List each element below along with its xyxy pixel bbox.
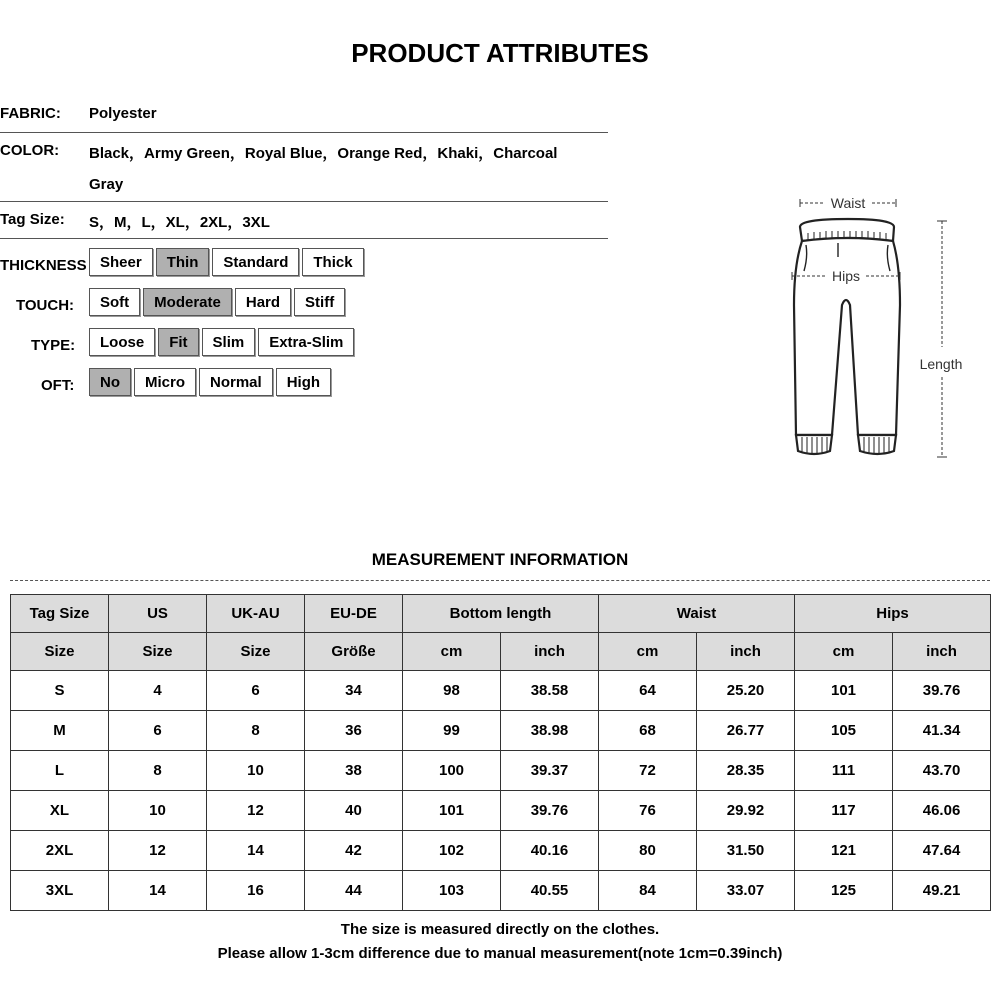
table-cell: 125	[795, 871, 893, 911]
divider	[0, 238, 608, 239]
thickness-options	[89, 248, 364, 276]
tag-size-label: Tag Size:	[0, 211, 65, 228]
table-cell: 38.98	[501, 711, 599, 751]
table-row	[11, 871, 991, 911]
table-cell: 84	[599, 871, 697, 911]
table-cell: 14	[109, 871, 207, 911]
type-option-fit: Fit	[158, 328, 198, 356]
touch-option-hard: Hard	[235, 288, 291, 316]
tag-size-value: S，M，L，XL，2XL，3XL	[89, 214, 270, 231]
table-cell: 46.06	[893, 791, 991, 831]
thickness-option-thick: Thick	[302, 248, 363, 276]
table-cell: 98	[403, 671, 501, 711]
table-cell: 2XL	[11, 831, 109, 871]
table-cell: 64	[599, 671, 697, 711]
table-cell: 4	[109, 671, 207, 711]
table-cell: 31.50	[697, 831, 795, 871]
table-cell: 39.37	[501, 751, 599, 791]
header-cell: inch	[893, 633, 991, 671]
color-label: COLOR:	[0, 142, 60, 159]
table-cell: 29.92	[697, 791, 795, 831]
table-cell: 8	[207, 711, 305, 751]
table-cell: S	[11, 671, 109, 711]
header-cell: inch	[501, 633, 599, 671]
table-cell: 10	[109, 791, 207, 831]
pants-diagram	[780, 195, 980, 465]
type-option-loose: Loose	[89, 328, 155, 356]
table-row	[11, 711, 991, 751]
touch-option-moderate: Moderate	[143, 288, 232, 316]
table-cell: 14	[207, 831, 305, 871]
table-cell: 49.21	[893, 871, 991, 911]
table-cell: 10	[207, 751, 305, 791]
thickness-option-standard: Standard	[212, 248, 299, 276]
table-cell: 26.77	[697, 711, 795, 751]
table-cell: 117	[795, 791, 893, 831]
header-cell: cm	[795, 633, 893, 671]
header-cell: UK-AU	[207, 595, 305, 633]
table-cell: 40	[305, 791, 403, 831]
color-value-line1: Black，Army Green，Royal Blue，Orange Red，Khaki，Charcoal	[89, 145, 558, 162]
thickness-option-thin: Thin	[156, 248, 210, 276]
header-cell: Size	[11, 633, 109, 671]
table-cell: 6	[207, 671, 305, 711]
table-cell: 25.20	[697, 671, 795, 711]
divider	[0, 201, 608, 202]
table-cell: 33.07	[697, 871, 795, 911]
table-cell: 3XL	[11, 871, 109, 911]
oft-label: OFT:	[41, 377, 75, 394]
measurement-body	[11, 671, 991, 911]
measurement-title: MEASUREMENT INFORMATION	[371, 550, 629, 569]
table-cell: 43.70	[893, 751, 991, 791]
table-cell: 12	[109, 831, 207, 871]
type-label: TYPE:	[31, 337, 76, 354]
table-cell: 40.16	[501, 831, 599, 871]
table-cell: 102	[403, 831, 501, 871]
thickness-option-sheer: Sheer	[89, 248, 153, 276]
table-cell: 103	[403, 871, 501, 911]
header-cell: inch	[697, 633, 795, 671]
color-value-line2: Gray	[89, 176, 124, 193]
note-line-1: The size is measured directly on the clothes.	[340, 921, 660, 938]
fabric-label: FABRIC:	[0, 105, 61, 122]
table-cell: 101	[403, 791, 501, 831]
table-cell: 76	[599, 791, 697, 831]
header-row-2	[11, 633, 991, 671]
table-cell: 42	[305, 831, 403, 871]
table-cell: 6	[109, 711, 207, 751]
measurement-table	[10, 594, 991, 911]
table-row	[11, 751, 991, 791]
header-cell: cm	[599, 633, 697, 671]
waist-label: Waist	[830, 195, 866, 211]
table-cell: 105	[795, 711, 893, 751]
length-label: Length	[919, 356, 963, 372]
table-row	[11, 671, 991, 711]
oft-option-micro: Micro	[134, 368, 196, 396]
table-cell: 16	[207, 871, 305, 911]
table-row	[11, 791, 991, 831]
header-cell: EU-DE	[305, 595, 403, 633]
header-cell: Size	[109, 633, 207, 671]
table-cell: 8	[109, 751, 207, 791]
header-cell: Größe	[305, 633, 403, 671]
header-cell: Size	[207, 633, 305, 671]
table-cell: 111	[795, 751, 893, 791]
table-cell: M	[11, 711, 109, 751]
table-cell: 68	[599, 711, 697, 751]
type-option-extra-slim: Extra-Slim	[258, 328, 354, 356]
table-cell: 100	[403, 751, 501, 791]
table-cell: 40.55	[501, 871, 599, 911]
touch-label: TOUCH:	[16, 297, 75, 314]
table-cell: L	[11, 751, 109, 791]
table-cell: 38.58	[501, 671, 599, 711]
oft-option-no: No	[89, 368, 131, 396]
table-cell: 28.35	[697, 751, 795, 791]
pants-outline	[794, 219, 900, 454]
table-cell: 34	[305, 671, 403, 711]
fabric-value: Polyester	[89, 105, 157, 122]
header-cell: Hips	[795, 595, 991, 633]
table-cell: 39.76	[893, 671, 991, 711]
header-row-1	[11, 595, 991, 633]
table-cell: XL	[11, 791, 109, 831]
oft-option-normal: Normal	[199, 368, 273, 396]
table-cell: 38	[305, 751, 403, 791]
touch-option-soft: Soft	[89, 288, 140, 316]
touch-options	[89, 288, 345, 316]
table-cell: 12	[207, 791, 305, 831]
note-line-2: Please allow 1-3cm difference due to manual measurement(note 1cm=0.39inch)	[217, 945, 783, 962]
table-cell: 44	[305, 871, 403, 911]
table-row	[11, 831, 991, 871]
hips-label: Hips	[831, 268, 861, 284]
table-cell: 41.34	[893, 711, 991, 751]
table-cell: 121	[795, 831, 893, 871]
type-option-slim: Slim	[202, 328, 256, 356]
header-cell: Bottom length	[403, 595, 599, 633]
table-cell: 99	[403, 711, 501, 751]
header-cell: cm	[403, 633, 501, 671]
table-cell: 72	[599, 751, 697, 791]
header-cell: Waist	[599, 595, 795, 633]
touch-option-stiff: Stiff	[294, 288, 345, 316]
table-cell: 80	[599, 831, 697, 871]
page-title: PRODUCT ATTRIBUTES	[351, 38, 649, 68]
table-cell: 36	[305, 711, 403, 751]
divider	[0, 132, 608, 133]
type-options	[89, 328, 354, 356]
header-cell: US	[109, 595, 207, 633]
table-cell: 101	[795, 671, 893, 711]
table-cell: 47.64	[893, 831, 991, 871]
dashed-divider	[10, 580, 990, 581]
oft-options	[89, 368, 331, 396]
header-cell: Tag Size	[11, 595, 109, 633]
table-cell: 39.76	[501, 791, 599, 831]
thickness-label: THICKNESS	[0, 257, 87, 274]
oft-option-high: High	[276, 368, 331, 396]
length-measure-line	[937, 221, 947, 457]
